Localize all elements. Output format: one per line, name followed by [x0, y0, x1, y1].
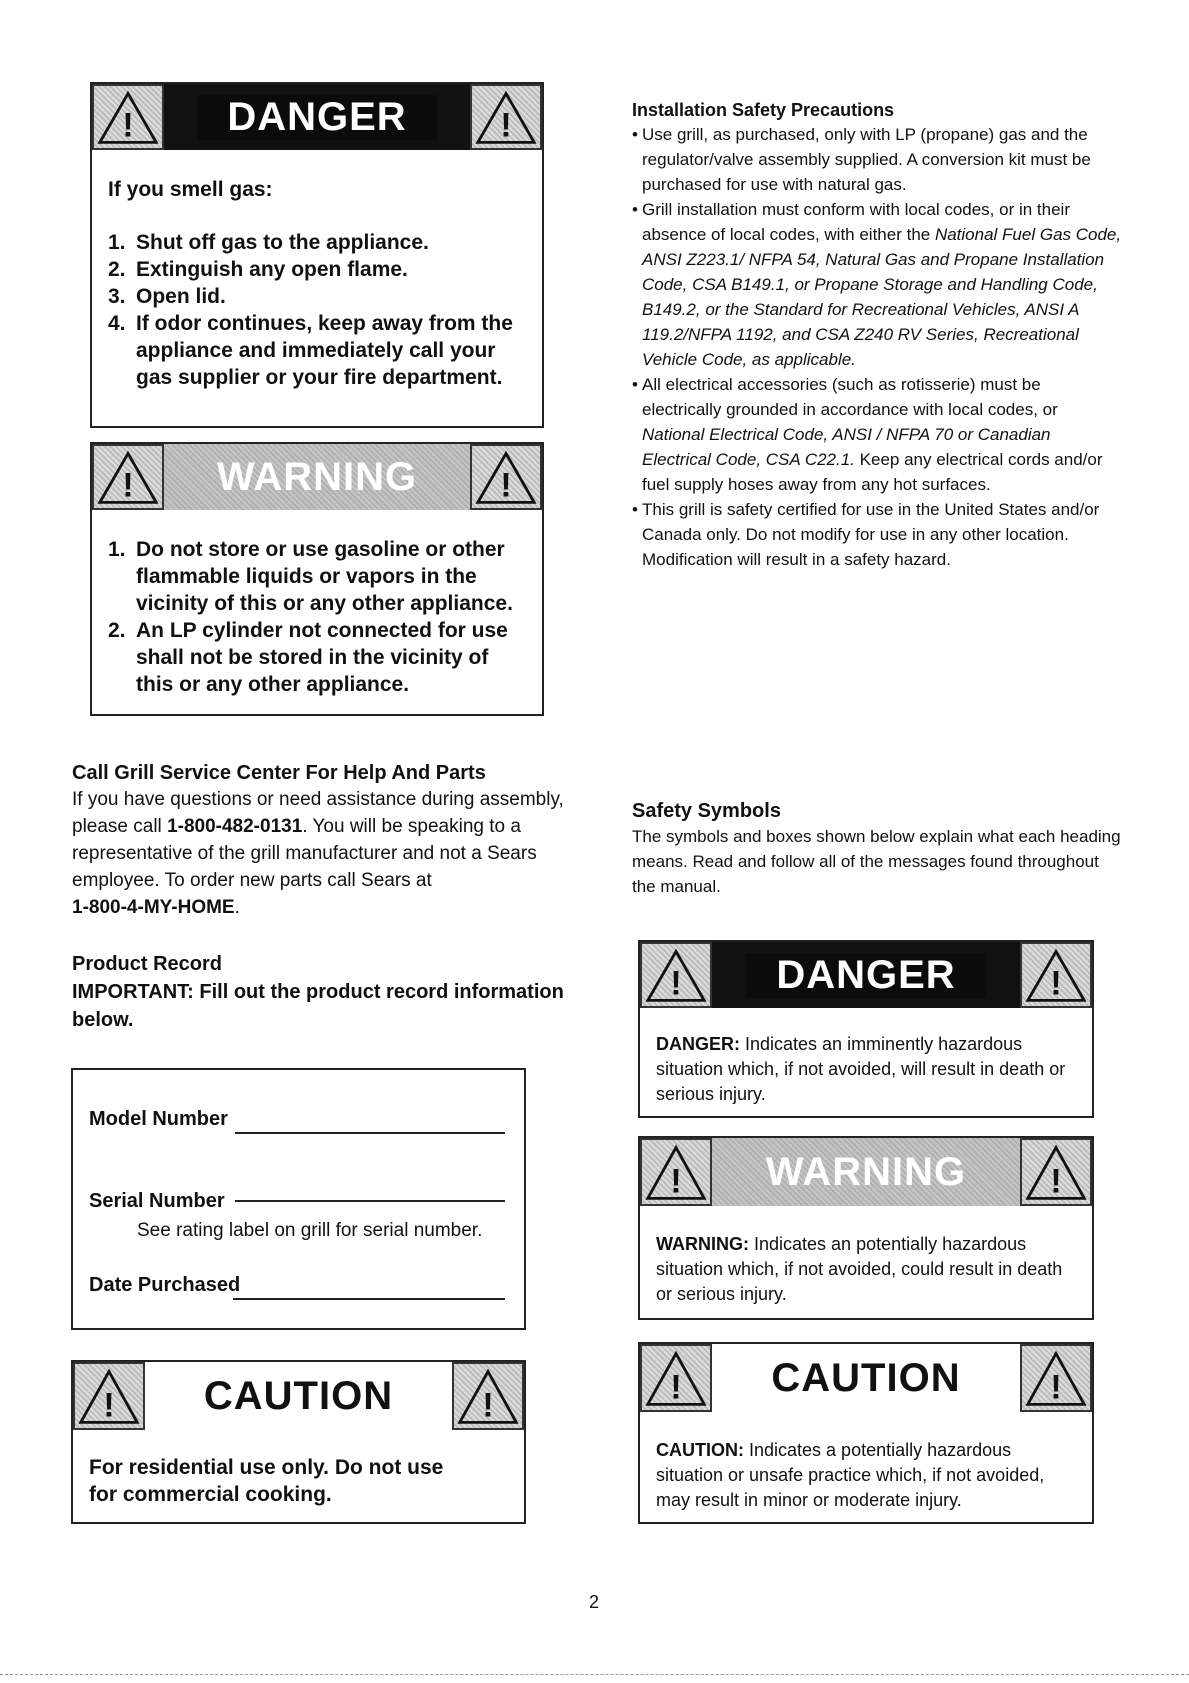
date-purchased-field[interactable] [233, 1298, 505, 1300]
warning-box [90, 442, 544, 716]
list-item: • This grill is safety certified for use in the United States and/or Canada only. Do not modify for use in any other location. Modification will result in a safety hazard. [632, 497, 1122, 572]
danger-definition-text: DANGER: Indicates an imminently hazardous situation which, if not avoided, will result in death or serious injury. [656, 1034, 1066, 1104]
warning-signal-word: WARNING [765, 1149, 967, 1194]
warning-definition-box [638, 1136, 1094, 1320]
danger-steps [108, 229, 526, 391]
danger-definition-box [638, 940, 1094, 1118]
warning-triangle-icon [470, 84, 542, 150]
model-number-field[interactable] [235, 1132, 505, 1134]
list-item: 2. Extinguish any open flame. [108, 258, 408, 281]
warning-triangle-icon [92, 84, 164, 150]
caution-definition-text: CAUTION: Indicates a potentially hazardous situation or unsafe practice which, if not avoided, may result in minor or moderate injury. [656, 1440, 1045, 1510]
caution-signal-word: CAUTION [203, 1373, 394, 1418]
warning-triangle-icon [640, 1344, 712, 1412]
installation-section [632, 98, 1122, 572]
product-record-section [72, 950, 572, 1034]
warning-triangle-icon [92, 444, 164, 510]
danger-signal-word: DANGER [197, 95, 436, 140]
footer-rule [0, 1674, 1189, 1675]
serial-note: See rating label on grill for serial number. [137, 1220, 483, 1241]
serial-number-label: Serial Number [89, 1190, 225, 1212]
installation-list [632, 122, 1122, 572]
sears-phone: 1-800-4-MY-HOME [72, 897, 235, 918]
danger-box [90, 82, 544, 428]
service-phone: 1-800-482-0131 [167, 816, 303, 837]
danger-signal-word: DANGER [746, 953, 985, 998]
caution-label: CAUTION: [656, 1440, 744, 1460]
warning-triangle-icon [1020, 1138, 1092, 1206]
serial-number-field[interactable] [235, 1200, 505, 1202]
caution-definition-box [638, 1342, 1094, 1524]
list-item: • All electrical accessories (such as rotisserie) must be electrically grounded in accordance with local codes, or National Electrical Code, ANSI / NFPA 70 or Canadian Electrical Code, CSA C22.1. Keep any electrical cords and/or fuel supply hoses away from any hot surfaces. [632, 372, 1122, 497]
safety-symbols-heading: Safety Symbols [632, 800, 781, 822]
svg-text:!: ! [122, 466, 134, 505]
warning-triangle-icon [73, 1362, 145, 1430]
safety-symbols-text: The symbols and boxes shown below explain what each heading means. Read and follow all of the messages found throughout the manual. [632, 827, 1121, 896]
model-number-label: Model Number [89, 1108, 228, 1130]
caution-text: For residential use only. Do not use for commercial cooking. [89, 1456, 444, 1506]
list-item: 2. An LP cylinder not connected for use shall not be stored in the vicinity of this or any other appliance. [108, 619, 508, 696]
caution-signal-word: CAUTION [771, 1355, 961, 1400]
date-purchased-label: Date Purchased [89, 1274, 241, 1296]
svg-text:!: ! [122, 106, 134, 145]
warning-triangle-icon [640, 1138, 712, 1206]
product-record-heading: Product Record [72, 953, 223, 975]
warning-label: WARNING: [656, 1234, 749, 1254]
safety-symbols-section [632, 798, 1122, 899]
list-item: • Grill installation must conform with local codes, or in their absence of local codes, with either the National Fuel Gas Code, ANSI Z223.1/ NFPA 54, Natural Gas and Propane Installation Code, CSA B149.1, or Propane Storage and Handling Code, B149.2, or the Standard for Recreational Vehicles, ANSI A 119.2/NFPA 1192, and CSA Z240 RV Series, Recreational Vehicle Code, as applicable. [632, 197, 1122, 372]
svg-text:!: ! [1050, 1162, 1062, 1201]
caution-box [71, 1360, 526, 1524]
service-heading: Call Grill Service Center For Help And Parts [72, 762, 486, 784]
warning-triangle-icon [452, 1362, 524, 1430]
page-number: 2 [588, 1592, 599, 1612]
svg-text:!: ! [103, 1386, 115, 1425]
list-item: 3. Open lid. [108, 285, 226, 308]
svg-text:!: ! [670, 1368, 682, 1407]
warning-triangle-icon [470, 444, 542, 510]
warning-steps [108, 536, 526, 698]
list-item: 4. If odor continues, keep away from the appliance and immediately call your gas supplier or your fire department. [108, 312, 513, 389]
warning-triangle-icon [1020, 942, 1092, 1008]
warning-triangle-icon [1020, 1344, 1092, 1412]
warning-definition-text: WARNING: Indicates an potentially hazardous situation which, if not avoided, could result in death or serious injury. [656, 1234, 1063, 1304]
warning-signal-word: WARNING [216, 454, 418, 499]
list-item: 1. Do not store or use gasoline or other flammable liquids or vapors in the vicinity of this or any other appliance. [108, 538, 513, 615]
product-record-important: IMPORTANT: Fill out the product record information below. [72, 981, 564, 1031]
service-text: If you have questions or need assistance during assembly, please call 1-800-482-0131. You will be speaking to a representative of the grill manufacturer and not a Sears employee. To order new parts call Sears at 1-800-4-MY-HOME. [72, 789, 564, 918]
danger-label: DANGER: [656, 1034, 740, 1054]
list-item: • Use grill, as purchased, only with LP (propane) gas and the regulator/valve assembly supplied. A conversion kit must be purchased for use with natural gas. [632, 122, 1122, 197]
product-record-box [71, 1068, 526, 1330]
svg-text:!: ! [500, 466, 512, 505]
svg-text:!: ! [1050, 1368, 1062, 1407]
service-section [72, 760, 592, 921]
danger-intro: If you smell gas: [108, 178, 273, 201]
svg-text:!: ! [1050, 964, 1062, 1003]
svg-text:!: ! [670, 964, 682, 1003]
warning-triangle-icon [640, 942, 712, 1008]
installation-heading: Installation Safety Precautions [632, 100, 895, 120]
svg-text:!: ! [482, 1386, 494, 1425]
svg-text:!: ! [500, 106, 512, 145]
svg-text:!: ! [670, 1162, 682, 1201]
list-item: 1. Shut off gas to the appliance. [108, 231, 429, 254]
